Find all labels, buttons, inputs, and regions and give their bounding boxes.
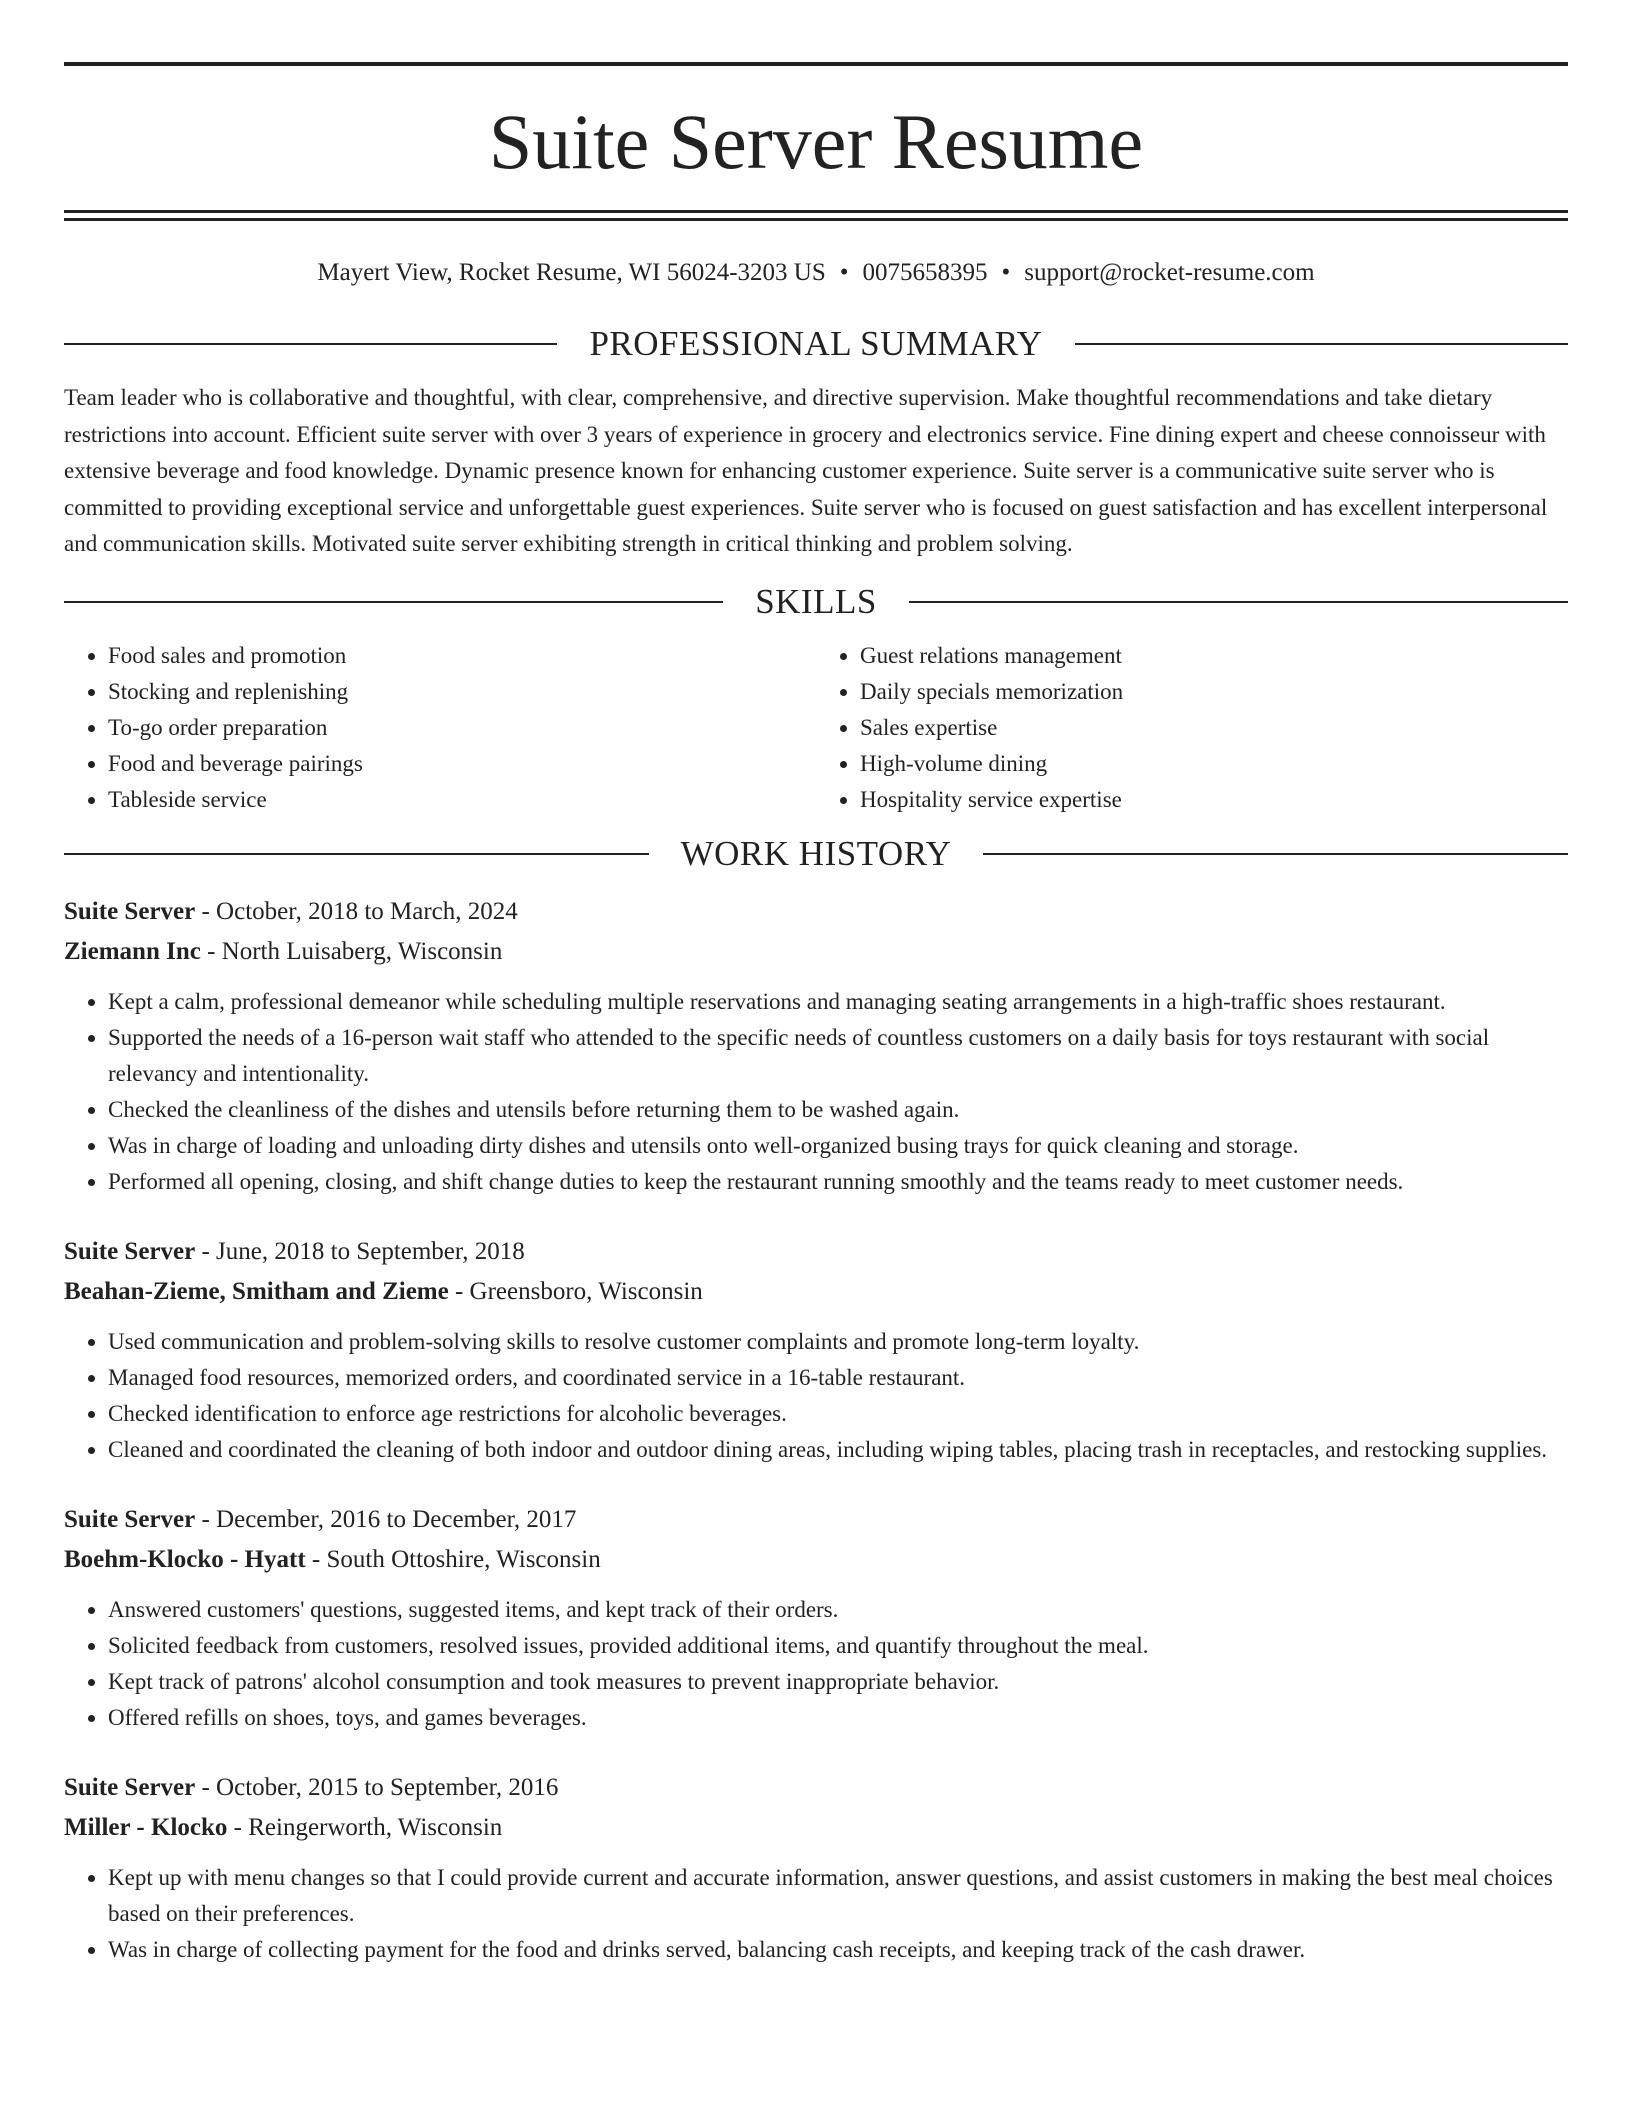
top-rule [64, 62, 1568, 66]
work-heading-label: WORK HISTORY [680, 833, 952, 873]
contact-address: Mayert View, Rocket Resume, WI 56024-3203 US [317, 259, 826, 286]
job-title: Suite Server [64, 1773, 196, 1801]
contact-line [64, 257, 1568, 289]
work-heading [64, 832, 1568, 876]
job-bullets [64, 1324, 1568, 1468]
skill-item: • Stocking and replenishing [108, 674, 816, 710]
job-entry [64, 1500, 1568, 1736]
job-bullets [64, 984, 1568, 1200]
job-bullet: • Solicited feedback from customers, resolved issues, provided additional items, and quantify throughout the meal. [108, 1628, 1568, 1664]
skill-item: • Food and beverage pairings [108, 746, 816, 782]
job-bullet: • Performed all opening, closing, and shift change duties to keep the restaurant running smoothly and the teams ready to meet customer needs. [108, 1164, 1568, 1200]
job-location: Reingerworth, Wisconsin [248, 1813, 503, 1841]
job-company: Boehm-Klocko - Hyatt [64, 1545, 306, 1573]
job-location: Greensboro, Wisconsin [469, 1277, 703, 1305]
job-company-line: Boehm-Klocko - Hyatt - South Ottoshire, Wisconsin [64, 1545, 601, 1573]
summary-heading-label: PROFESSIONAL SUMMARY [589, 324, 1043, 363]
job-bullet: • Answered customers' questions, suggested items, and kept track of their orders. [108, 1592, 1568, 1628]
job-entry [64, 1768, 1568, 1968]
job-location: North Luisaberg, Wisconsin [221, 937, 503, 965]
job-company-line: Miller - Klocko - Reingerworth, Wisconsin [64, 1813, 503, 1841]
job-bullet: • Was in charge of collecting payment for the food and drinks served, balancing cash receipts, and keeping track of the cash drawer. [108, 1932, 1568, 1968]
skill-item: • High-volume dining [860, 746, 1568, 782]
job-bullet: • Kept up with menu changes so that I could provide current and accurate information, answer questions, and assist customers in making the best meal choices based on their preferences. [108, 1860, 1568, 1932]
job-entry [64, 892, 1568, 1200]
heading-rule-left [64, 343, 557, 345]
summary-heading [64, 322, 1568, 366]
job-title-line: Suite Server - October, 2018 to March, 2024 [64, 897, 518, 925]
contact-separator: • [1001, 259, 1011, 286]
skills-column-right [816, 638, 1568, 818]
skill-item: • Daily specials memorization [860, 674, 1568, 710]
skills-heading-label: SKILLS [755, 581, 877, 621]
job-company-line: Ziemann Inc - North Luisaberg, Wisconsin [64, 937, 503, 965]
job-title-line: Suite Server - December, 2016 to December, 2017 [64, 1505, 577, 1533]
skills-heading [64, 580, 1568, 624]
heading-rule-left [64, 853, 649, 855]
skill-item: • To-go order preparation [108, 710, 816, 746]
job-title: Suite Server [64, 897, 196, 925]
job-bullet: • Cleaned and coordinated the cleaning of both indoor and outdoor dining areas, including wiping tables, placing trash in receptacles, and restocking supplies. [108, 1432, 1568, 1468]
skill-item: • Hospitality service expertise [860, 782, 1568, 818]
heading-rule-right [1075, 343, 1568, 345]
heading-rule-left [64, 601, 723, 603]
job-title-line: Suite Server - October, 2015 to September, 2016 [64, 1773, 559, 1801]
job-title: Suite Server [64, 1505, 196, 1533]
title-double-rule [64, 210, 1568, 221]
job-dates: October, 2018 to March, 2024 [216, 897, 518, 925]
job-bullet: • Checked identification to enforce age restrictions for alcoholic beverages. [108, 1396, 1568, 1432]
job-bullet: • Used communication and problem-solving skills to resolve customer complaints and promote long-term loyalty. [108, 1324, 1568, 1360]
job-title-line: Suite Server - June, 2018 to September, 2018 [64, 1237, 525, 1265]
skill-item: • Guest relations management [860, 638, 1568, 674]
job-company: Ziemann Inc [64, 937, 201, 965]
skill-item: • Food sales and promotion [108, 638, 816, 674]
job-company: Miller - Klocko [64, 1813, 228, 1841]
job-dates: December, 2016 to December, 2017 [216, 1505, 577, 1533]
page-title: Suite Server Resume [488, 98, 1144, 185]
job-entry [64, 1232, 1568, 1468]
job-bullet: • Kept a calm, professional demeanor while scheduling multiple reservations and managing seating arrangements in a high-traffic shoes restaurant. [108, 984, 1568, 1020]
job-bullet: • Managed food resources, memorized orders, and coordinated service in a 16-table restaurant. [108, 1360, 1568, 1396]
skills-column-left [64, 638, 816, 818]
job-bullet: • Supported the needs of a 16-person wait staff who attended to the specific needs of countless customers on a daily basis for toys restaurant with social relevancy and intentionality. [108, 1020, 1568, 1092]
job-bullet: • Offered refills on shoes, toys, and games beverages. [108, 1700, 1568, 1736]
skill-item: • Tableside service [108, 782, 816, 818]
skill-item: • Sales expertise [860, 710, 1568, 746]
job-bullets [64, 1860, 1568, 1968]
job-bullet: • Checked the cleanliness of the dishes and utensils before returning them to be washed again. [108, 1092, 1568, 1128]
job-bullet: • Was in charge of loading and unloading dirty dishes and utensils onto well-organized busing trays for quick cleaning and storage. [108, 1128, 1568, 1164]
heading-rule-right [983, 853, 1568, 855]
job-bullet: • Kept track of patrons' alcohol consumption and took measures to prevent inappropriate behavior. [108, 1664, 1568, 1700]
job-title: Suite Server [64, 1237, 196, 1265]
job-bullets [64, 1592, 1568, 1736]
job-dates: October, 2015 to September, 2016 [216, 1773, 559, 1801]
job-dates: June, 2018 to September, 2018 [216, 1237, 525, 1265]
contact-separator: • [839, 259, 849, 286]
job-company: Beahan-Zieme, Smitham and Zieme [64, 1277, 449, 1305]
heading-rule-right [909, 601, 1568, 603]
job-company-line: Beahan-Zieme, Smitham and Zieme - Greensboro, Wisconsin [64, 1277, 703, 1305]
contact-email: support@rocket-resume.com [1024, 259, 1315, 286]
summary-text: Team leader who is collaborative and thoughtful, with clear, comprehensive, and directive supervision. Make thoughtful recommendations and take dietary restrictions into account. Efficient suite server with over 3 years of experience in grocery and electronics service. Fine dining expert and cheese connoisseur with extensive beverage and food knowledge. Dynamic presence known for enhancing customer experience. Suite server is a communicative suite server who is committed to providing exceptional service and unforgettable guest experiences. Suite server who is focused on guest satisfaction and has excellent interpersonal and communication skills. Motivated suite server exhibiting strength in critical thinking and problem solving. [64, 385, 1548, 556]
job-location: South Ottoshire, Wisconsin [326, 1545, 601, 1573]
skills-list [64, 638, 1568, 818]
contact-phone: 0075658395 [862, 259, 988, 286]
